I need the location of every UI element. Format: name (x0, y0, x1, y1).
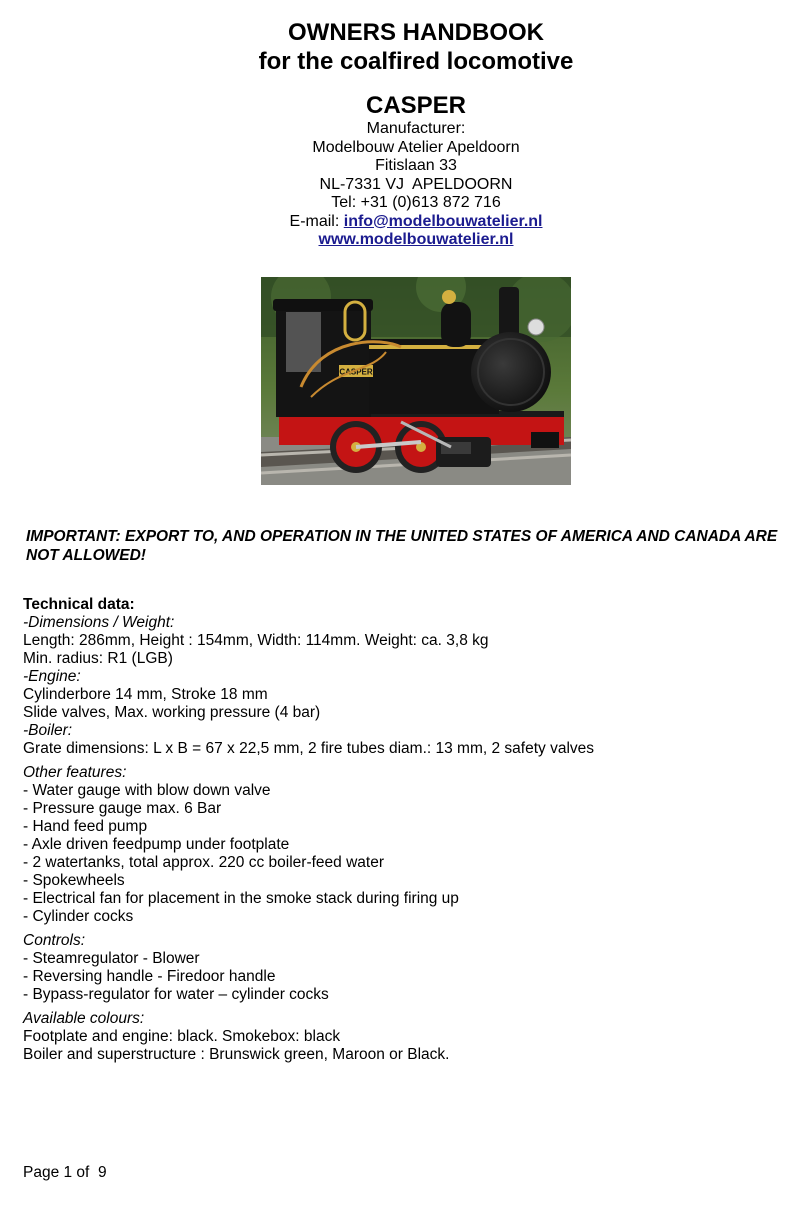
engine-line-1: Cylinderbore 14 mm, Stroke 18 mm (23, 686, 268, 703)
features-heading: Other features: (23, 764, 127, 781)
colours-line-1: Footplate and engine: black. Smokebox: black (23, 1028, 341, 1045)
feature-item: - Water gauge with blow down valve (23, 782, 271, 799)
email-line (0, 213, 808, 232)
locomotive-illustration (261, 277, 571, 485)
engine-line-2: Slide valves, Max. working pressure (4 bar) (23, 704, 321, 721)
technical-section (23, 596, 793, 1064)
street-address: Fitislaan 33 (375, 157, 457, 174)
controls-heading: Controls: (23, 932, 86, 949)
feature-item: - Hand feed pump (23, 818, 148, 835)
title-line-2: for the coalfired locomotive (258, 48, 574, 75)
model-name: CASPER (365, 92, 467, 119)
email-label: E-mail: (289, 212, 344, 230)
export-warning: IMPORTANT: EXPORT TO, AND OPERATION IN THE UNITED STATES OF AMERICA AND CANADA ARE NOT ALLOWED! (26, 528, 778, 564)
radius-line: Min. radius: R1 (LGB) (23, 650, 173, 667)
locomotive-photo (261, 277, 571, 485)
engine-heading: -Engine: (23, 668, 81, 685)
telephone: Tel: +31 (0)613 872 716 (331, 194, 501, 211)
company-name: Modelbouw Atelier Apeldoorn (312, 138, 520, 156)
feature-item: - Cylinder cocks (23, 908, 134, 925)
control-item: - Steamregulator - Blower (23, 950, 200, 967)
feature-item: - Pressure gauge max. 6 Bar (23, 800, 222, 817)
city-address: NL-7331 VJ APELDOORN (319, 175, 513, 193)
website-link[interactable]: www.modelbouwatelier.nl (318, 231, 514, 248)
document-header (0, 18, 808, 250)
nameplate-label: CASPER (339, 367, 373, 377)
dimensions-line: Length: 286mm, Height : 154mm, Width: 114mm. Weight: ca. 3,8 kg (23, 632, 489, 649)
page-number: Page 1 of 9 (23, 1164, 107, 1181)
manufacturer-label: Manufacturer: (366, 120, 466, 137)
control-item: - Bypass-regulator for water – cylinder cocks (23, 986, 329, 1003)
feature-item: - Electrical fan for placement in the smoke stack during firing up (23, 890, 459, 907)
feature-item: - Axle driven feedpump under footplate (23, 836, 290, 853)
boiler-heading: -Boiler: (23, 722, 73, 739)
website-line (0, 231, 808, 250)
title-line-1: OWNERS HANDBOOK (288, 19, 544, 46)
email-link[interactable]: info@modelbouwatelier.nl (343, 212, 543, 230)
feature-item: - Spokewheels (23, 872, 125, 889)
technical-heading: Technical data: (23, 596, 135, 613)
colours-heading: Available colours: (23, 1010, 145, 1027)
colours-line-2: Boiler and superstructure : Brunswick green, Maroon or Black. (23, 1046, 450, 1063)
dimensions-heading: -Dimensions / Weight: (23, 614, 175, 631)
boiler-line: Grate dimensions: L x B = 67 x 22,5 mm, 2 fire tubes diam.: 13 mm, 2 safety valves (23, 740, 595, 757)
control-item: - Reversing handle - Firedoor handle (23, 968, 276, 985)
feature-item: - 2 watertanks, total approx. 220 cc boiler-feed water (23, 854, 384, 871)
